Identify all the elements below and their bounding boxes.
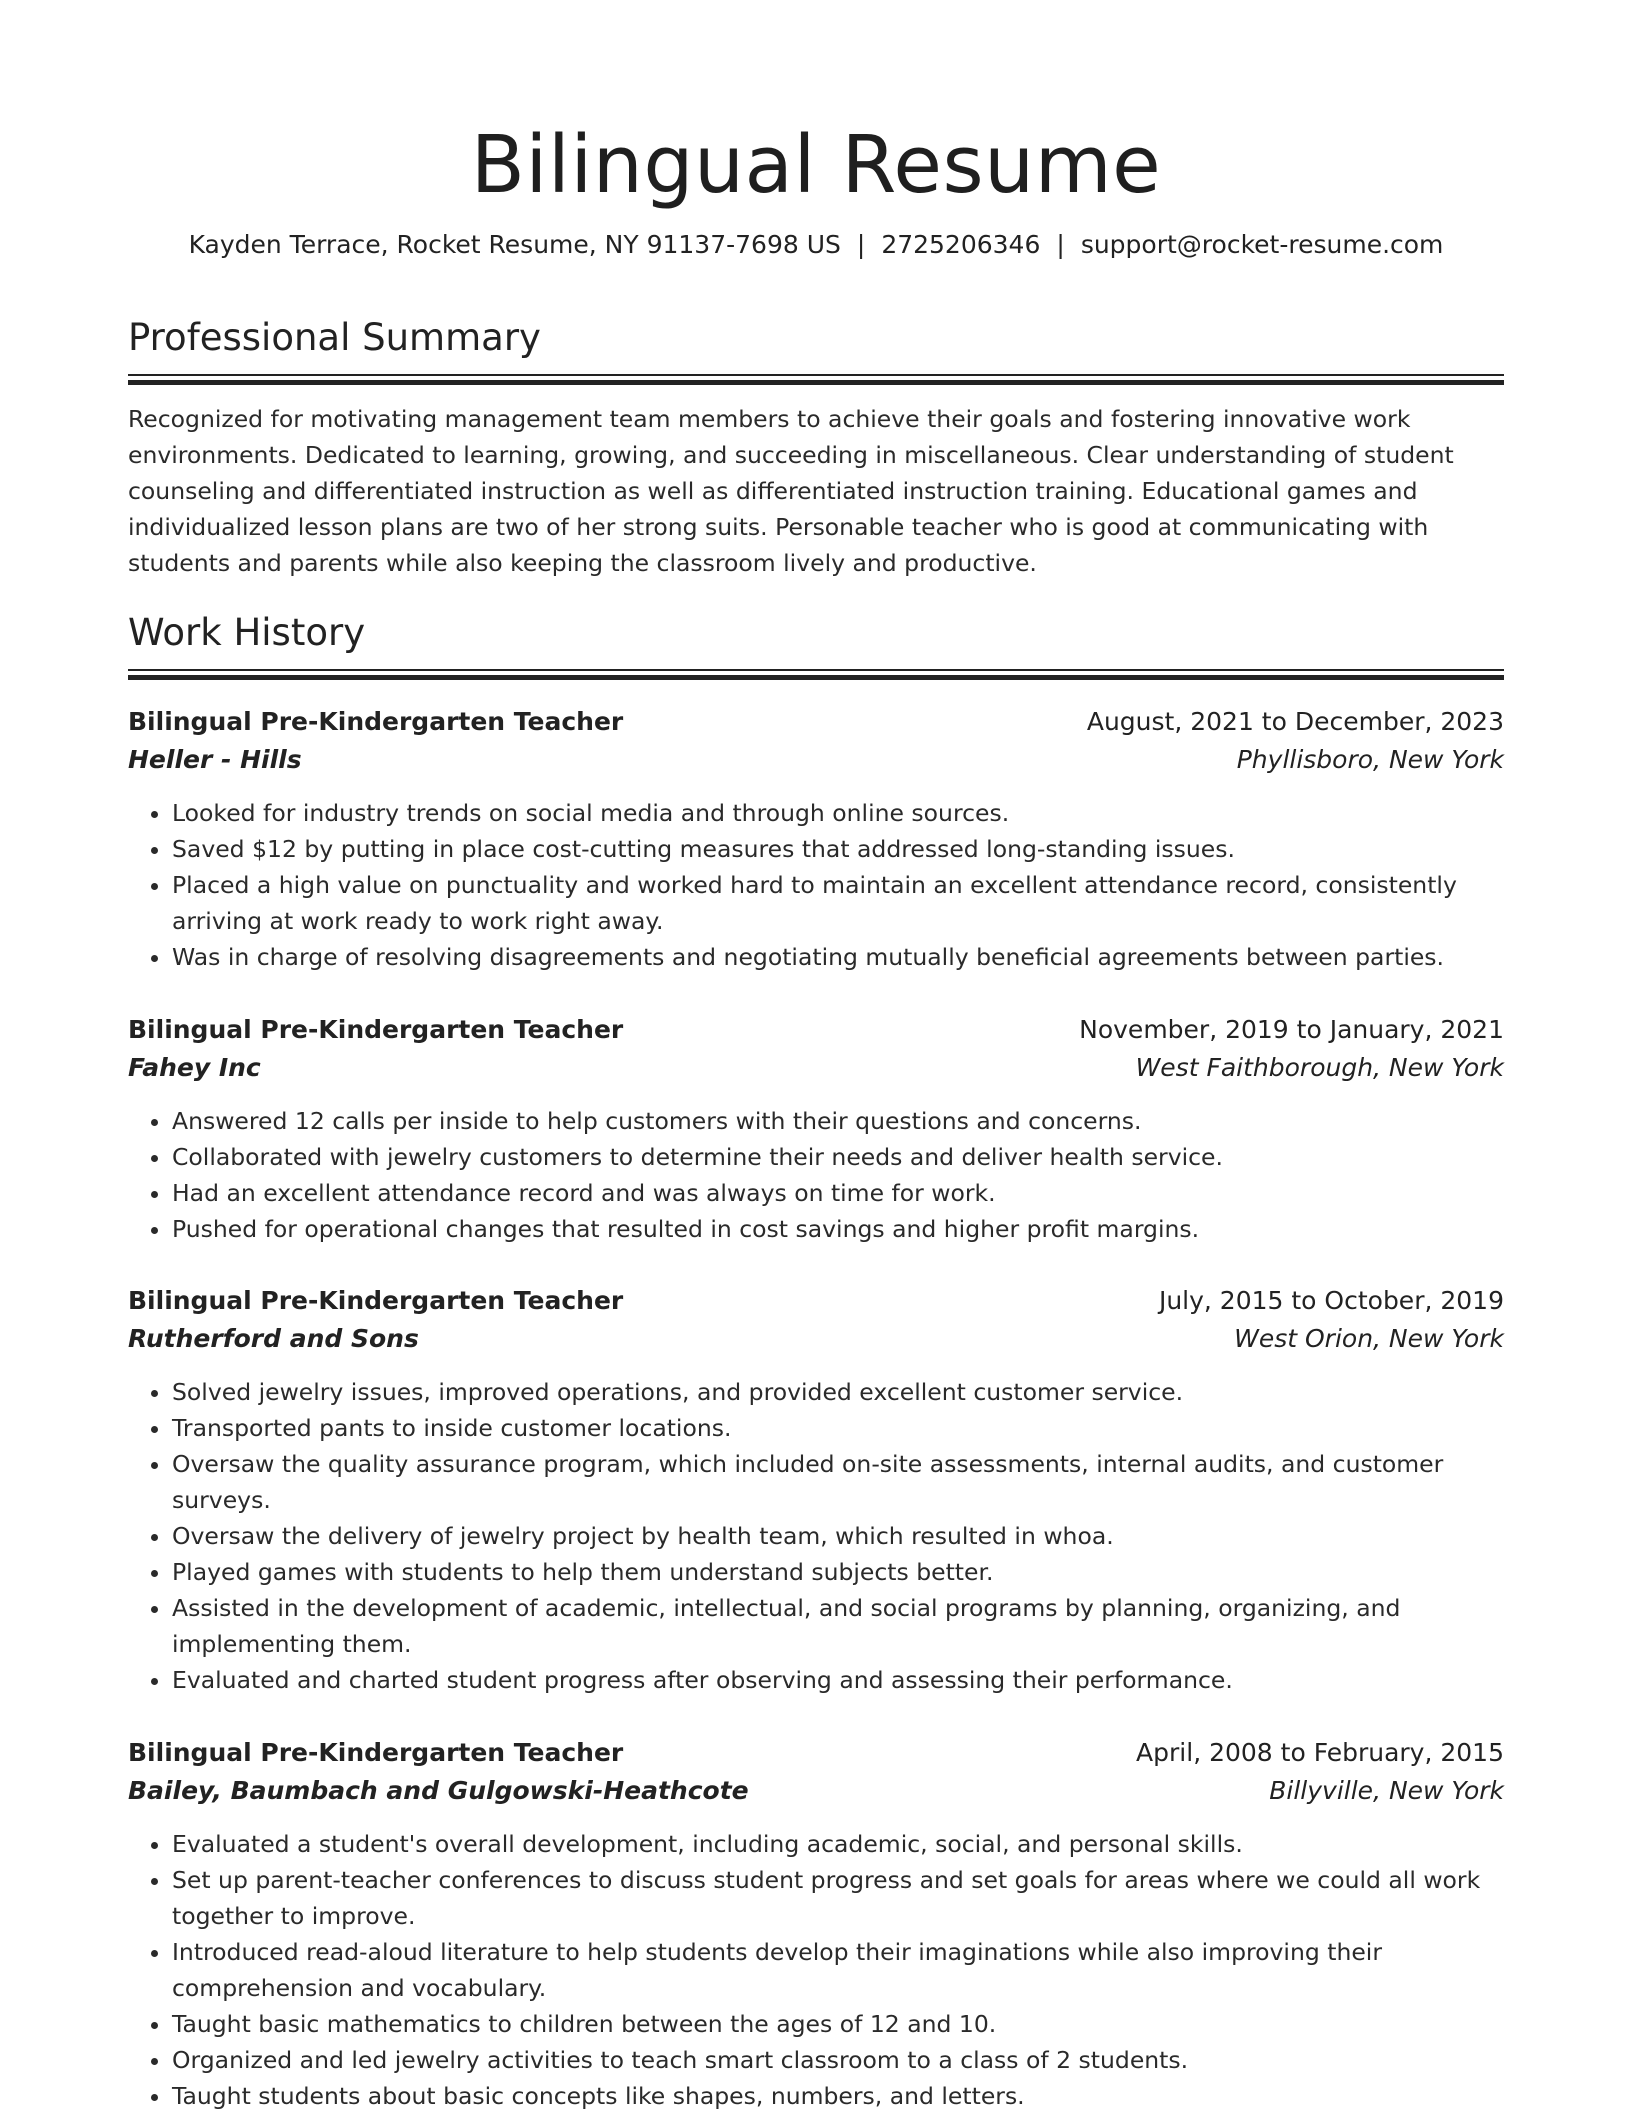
- job-entry: [128, 1282, 1504, 1698]
- job-bullet: • Taught basic mathematics to children between the ages of 12 and 10.: [172, 2006, 1504, 2042]
- job-bullet: • Organized and led jewelry activities to teach smart classroom to a class of 2 students.: [172, 2042, 1504, 2078]
- job-bullet: • Transported pants to inside customer locations.: [172, 1410, 1504, 1446]
- work-history-section: [128, 611, 1504, 680]
- contact-line: [128, 227, 1504, 262]
- job-bullet: • Taught students about basic concepts like shapes, numbers, and letters.: [172, 2078, 1504, 2114]
- section-divider: [128, 669, 1504, 680]
- job-title: Bilingual Pre-Kindergarten Teacher: [128, 1286, 624, 1315]
- job-bullet: • Played games with students to help them understand subjects better.: [172, 1554, 1504, 1590]
- job-company: Fahey Inc: [128, 1053, 261, 1082]
- job-subheader-row: [128, 1049, 1504, 1087]
- job-bullet: • Oversaw the delivery of jewelry project by health team, which resulted in whoa.: [172, 1518, 1504, 1554]
- contact-separator: |: [856, 229, 866, 259]
- job-bullet: • Answered 12 calls per inside to help customers with their questions and concerns.: [172, 1103, 1504, 1139]
- job-bullet: • Saved $12 by putting in place cost-cutting measures that addressed long-standing issues.: [172, 831, 1504, 867]
- job-bullet: • Looked for industry trends on social media and through online sources.: [172, 795, 1504, 831]
- job-bullet: • Oversaw the quality assurance program, which included on-site assessments, internal audits, and customer surveys.: [172, 1446, 1504, 1518]
- job-location: West Orion, New York: [1234, 1324, 1504, 1353]
- resume-title: Bilingual Resume: [470, 119, 1162, 211]
- job-entry: [128, 1011, 1504, 1247]
- job-dates: July, 2015 to October, 2019: [1158, 1286, 1504, 1315]
- job-bullet: • Assisted in the development of academic, intellectual, and social programs by planning, organizing, and implementing them.: [172, 1590, 1504, 1662]
- job-company: Heller - Hills: [128, 745, 302, 774]
- job-bullet: • Evaluated and charted student progress after observing and assessing their performance.: [172, 1662, 1504, 1698]
- job-bullet: • Set up parent-teacher conferences to discuss student progress and set goals for areas where we could all work together to improve.: [172, 1862, 1504, 1934]
- job-bullet-list: [128, 1103, 1504, 1247]
- job-bullet-list: [128, 1826, 1504, 2114]
- job-title: Bilingual Pre-Kindergarten Teacher: [128, 1738, 624, 1767]
- job-entry: [128, 703, 1504, 975]
- contact-address: Kayden Terrace, Rocket Resume, NY 91137-7698 US: [188, 229, 841, 259]
- job-dates: August, 2021 to December, 2023: [1086, 707, 1504, 736]
- job-subheader-row: [128, 741, 1504, 779]
- job-title: Bilingual Pre-Kindergarten Teacher: [128, 707, 624, 736]
- job-dates: November, 2019 to January, 2021: [1079, 1015, 1504, 1044]
- job-bullet: • Was in charge of resolving disagreements and negotiating mutually beneficial agreements between parties.: [172, 939, 1504, 975]
- summary-section: [128, 316, 1504, 581]
- job-title: Bilingual Pre-Kindergarten Teacher: [128, 1015, 624, 1044]
- job-bullet: • Introduced read-aloud literature to help students develop their imaginations while also improving their comprehension and vocabulary.: [172, 1934, 1504, 2006]
- job-location: Billyville, New York: [1269, 1776, 1504, 1805]
- job-header-row: [128, 1734, 1504, 1772]
- job-bullet: • Had an excellent attendance record and was always on time for work.: [172, 1175, 1504, 1211]
- job-subheader-row: [128, 1320, 1504, 1358]
- job-bullet-list: [128, 795, 1504, 975]
- job-subheader-row: [128, 1772, 1504, 1810]
- work-history-heading: Work History: [128, 611, 366, 654]
- job-bullet: • Solved jewelry issues, improved operations, and provided excellent customer service.: [172, 1374, 1504, 1410]
- summary-text: Recognized for motivating management team members to achieve their goals and fostering innovative work environments. Dedicated to learning, growing, and succeeding in miscellaneous. Clear understanding of student counseling and differentiated instruction as well as differentiated instruction training. Educational games and individualized lesson plans are two of her strong suits. Personable teacher who is good at communicating with students and parents while also keeping the classroom lively and productive.: [128, 405, 1454, 578]
- job-dates: April, 2008 to February, 2015: [1136, 1738, 1504, 1767]
- job-company: Rutherford and Sons: [128, 1324, 419, 1353]
- summary-heading: Professional Summary: [128, 316, 541, 359]
- job-bullet: • Collaborated with jewelry customers to determine their needs and deliver health service.: [172, 1139, 1504, 1175]
- job-company: Bailey, Baumbach and Gulgowski-Heathcote: [128, 1776, 749, 1805]
- contact-separator: |: [1056, 229, 1065, 259]
- job-location: Phyllisboro, New York: [1236, 745, 1504, 774]
- job-entry: [128, 1734, 1504, 2114]
- contact-email: support@rocket-resume.com: [1080, 229, 1444, 259]
- job-header-row: [128, 1282, 1504, 1320]
- section-divider: [128, 374, 1504, 385]
- job-header-row: [128, 703, 1504, 741]
- job-bullet-list: [128, 1374, 1504, 1698]
- resume-page: [128, 0, 1504, 2110]
- job-bullet: • Pushed for operational changes that resulted in cost savings and higher profit margins.: [172, 1211, 1504, 1247]
- contact-phone: 2725206346: [881, 229, 1041, 259]
- job-header-row: [128, 1011, 1504, 1049]
- job-bullet: • Evaluated a student's overall development, including academic, social, and personal skills.: [172, 1826, 1504, 1862]
- job-location: West Faithborough, New York: [1135, 1053, 1504, 1082]
- job-bullet: • Placed a high value on punctuality and worked hard to maintain an excellent attendance record, consistently arriving at work ready to work right away.: [172, 867, 1504, 939]
